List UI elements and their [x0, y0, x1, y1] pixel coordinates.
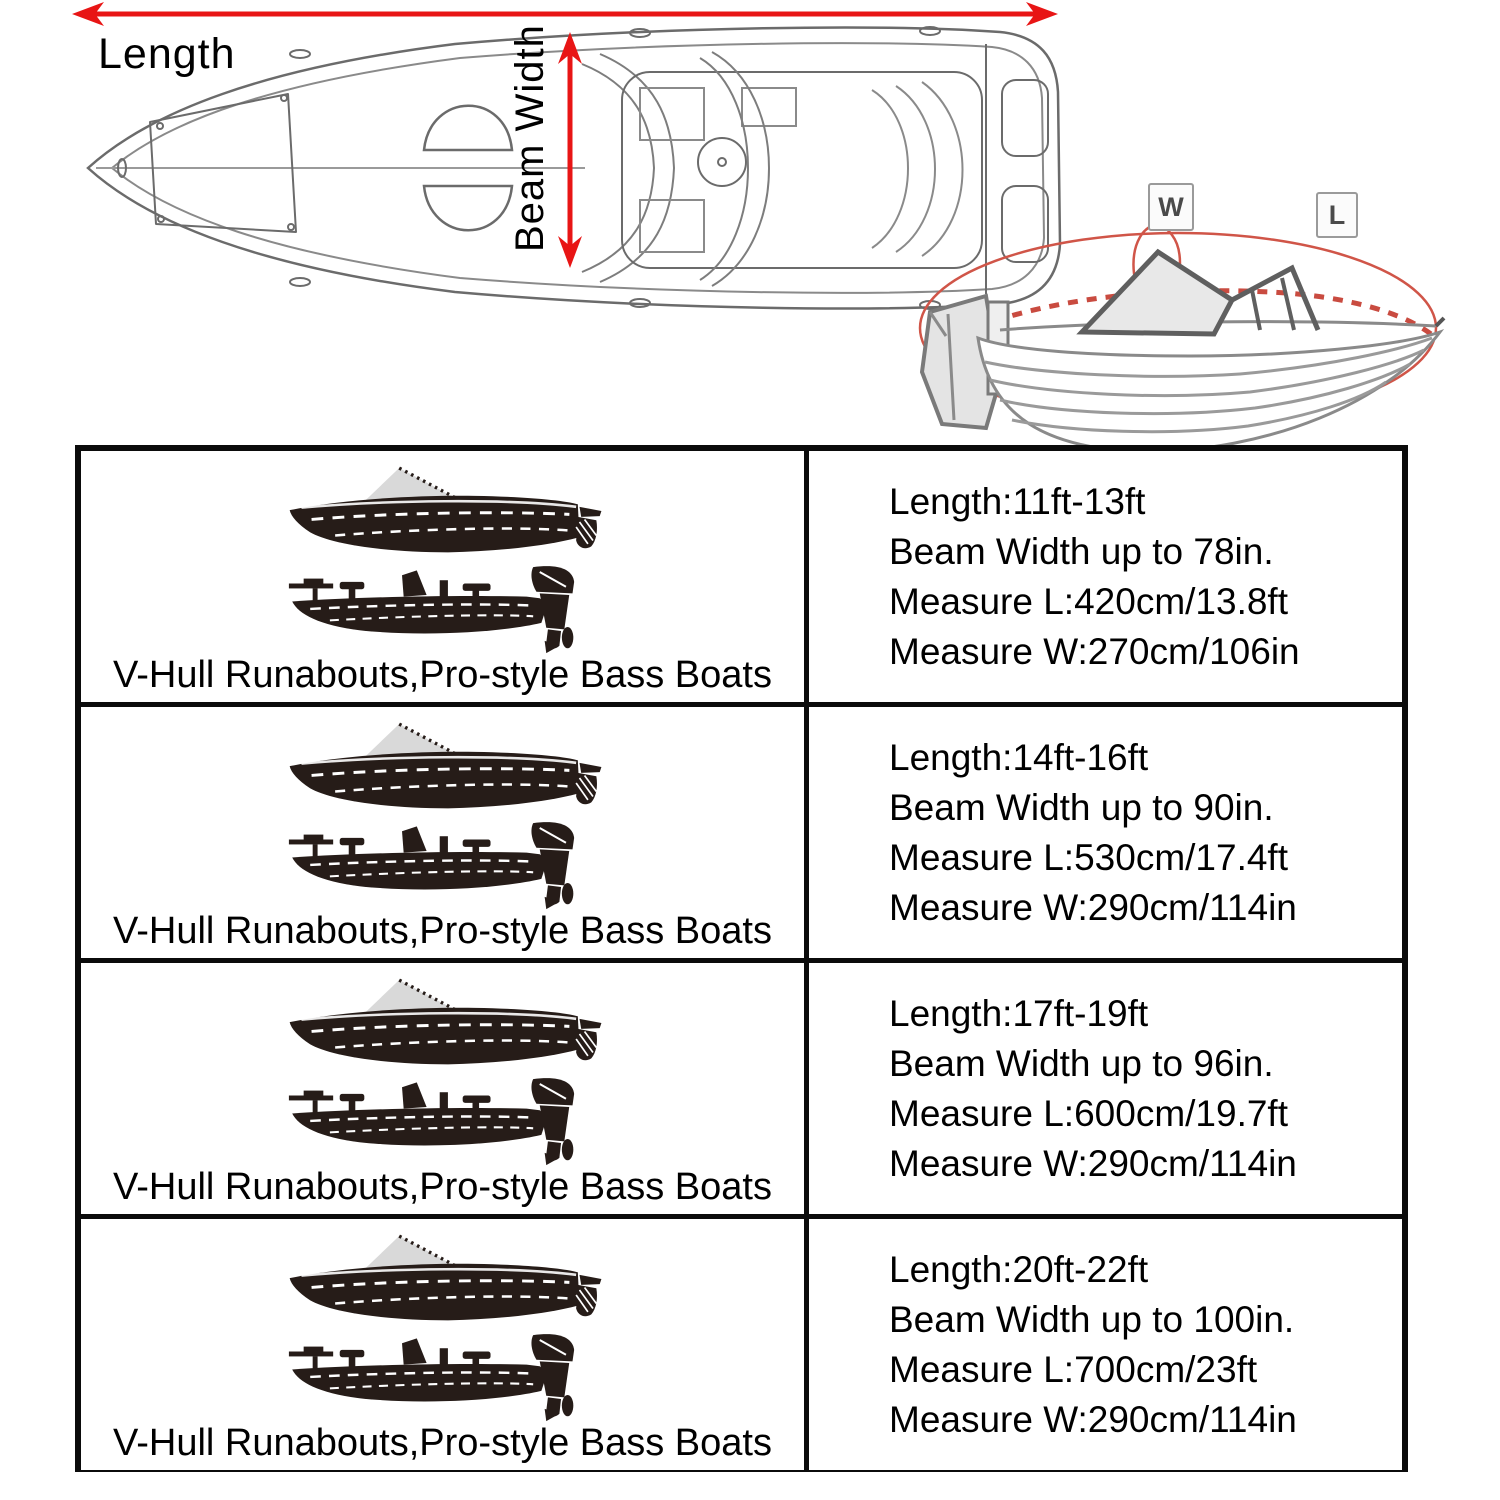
size-table	[75, 445, 1408, 1472]
spec-beam-width: Beam Width up to 100in.	[889, 1298, 1295, 1340]
boat-types-caption: V-Hull Runabouts,Pro-style Bass Boats	[113, 910, 772, 952]
spec-measure-width: Measure W:290cm/114in	[889, 1142, 1297, 1184]
speedboat-silhouette-icon	[282, 1231, 604, 1322]
spec-beam-width: Beam Width up to 78in.	[889, 530, 1274, 572]
boat-types-caption: V-Hull Runabouts,Pro-style Bass Boats	[113, 1166, 772, 1208]
boat-types-cell	[81, 451, 809, 707]
bass-boat-silhouette-icon	[282, 554, 604, 654]
speedboat-silhouette-icon	[282, 975, 604, 1066]
size-specs-cell	[809, 451, 1402, 707]
speedboat-silhouette-icon	[282, 463, 604, 554]
beam-width-label: Beam Width	[508, 24, 552, 252]
beam-width-arrow-icon	[558, 32, 582, 268]
spec-beam-width: Beam Width up to 90in.	[889, 786, 1274, 828]
spec-length: Length:14ft-16ft	[889, 736, 1149, 778]
covered-boat-illustration	[920, 225, 1444, 445]
spec-measure-length: Measure L:530cm/17.4ft	[889, 836, 1288, 878]
spec-measure-width: Measure W:290cm/114in	[889, 1398, 1297, 1440]
boat-types-cell	[81, 707, 809, 963]
spec-length: Length:17ft-19ft	[889, 992, 1149, 1034]
boat-types-cell	[81, 1219, 809, 1470]
spec-beam-width: Beam Width up to 96in.	[889, 1042, 1274, 1084]
measurement-diagram	[0, 0, 1500, 445]
length-label: Length	[98, 30, 236, 78]
bass-boat-silhouette-icon	[282, 1322, 604, 1422]
speedboat-silhouette-icon	[282, 719, 604, 810]
spec-length: Length:20ft-22ft	[889, 1248, 1149, 1290]
spec-measure-width: Measure W:270cm/106in	[889, 630, 1300, 672]
spec-measure-length: Measure L:700cm/23ft	[889, 1348, 1258, 1390]
bass-boat-silhouette-icon	[282, 810, 604, 910]
spec-length: Length:11ft-13ft	[889, 480, 1146, 522]
length-marker-label: L	[1316, 192, 1358, 238]
boat-types-caption: V-Hull Runabouts,Pro-style Bass Boats	[113, 654, 772, 696]
bass-boat-silhouette-icon	[282, 1066, 604, 1166]
spec-measure-length: Measure L:420cm/13.8ft	[889, 580, 1288, 622]
size-specs-cell	[809, 707, 1402, 963]
length-arrow-icon	[72, 2, 1058, 26]
spec-measure-width: Measure W:290cm/114in	[889, 886, 1297, 928]
boat-types-cell	[81, 963, 809, 1219]
spec-measure-length: Measure L:600cm/19.7ft	[889, 1092, 1288, 1134]
size-specs-cell	[809, 963, 1402, 1219]
boat-types-caption: V-Hull Runabouts,Pro-style Bass Boats	[113, 1422, 772, 1464]
width-marker-label: W	[1148, 183, 1194, 231]
size-specs-cell	[809, 1219, 1402, 1470]
